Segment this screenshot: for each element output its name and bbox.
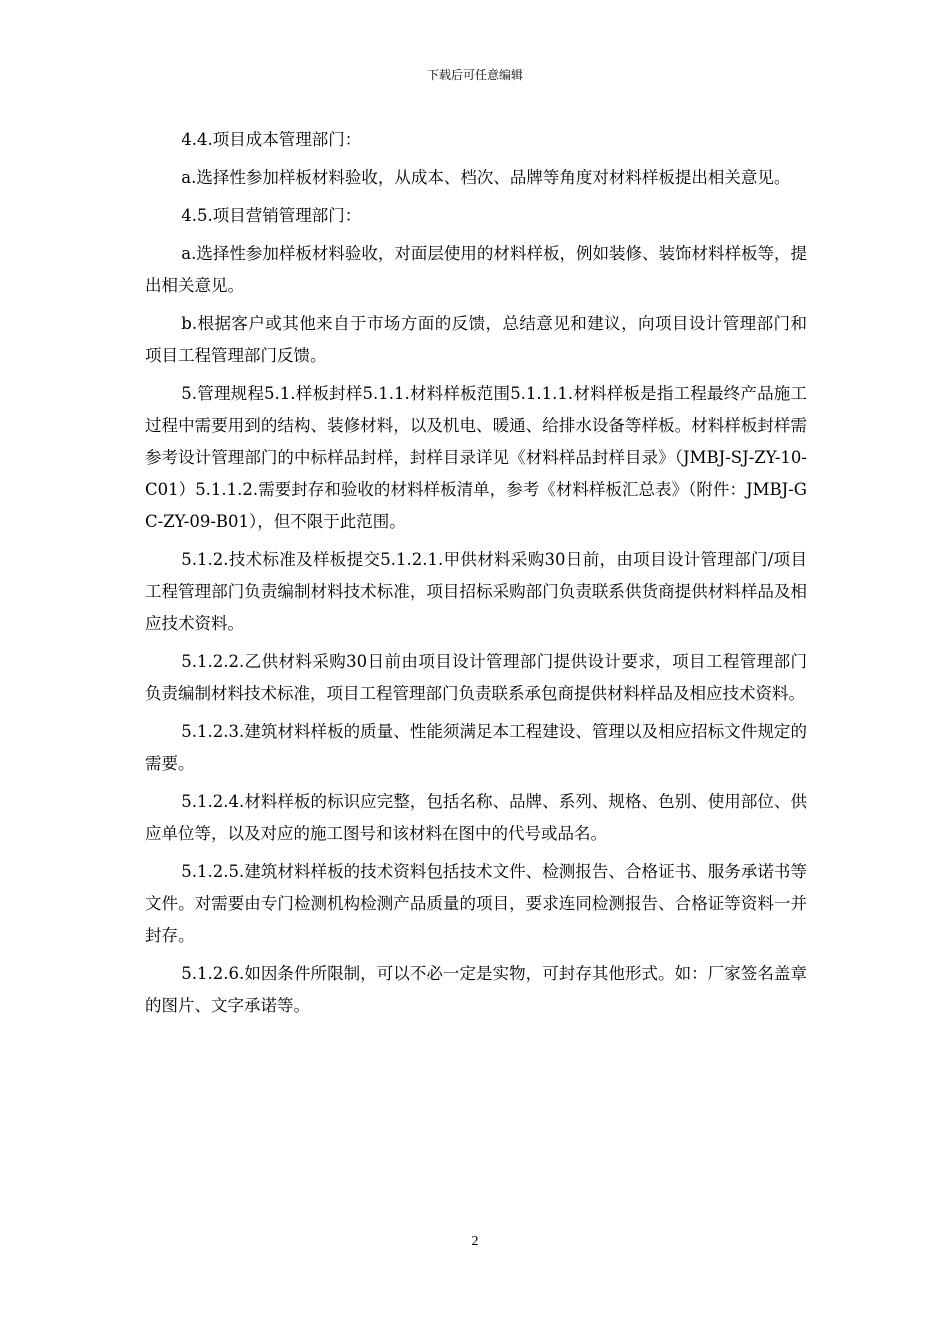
paragraph-4-4-a: a.选择性参加样板材料验收，从成本、档次、品牌等角度对材料样板提出相关意见。 [181,168,791,187]
paragraph-4-4-heading: 4.4.项目成本管理部门： [181,130,362,149]
paragraph-4-5-a: a.选择性参加样板材料验收，对面层使用的材料样板，例如装修、装饰材料样板等，提出相关意见。 [145,244,807,295]
paragraph-5-1-1: 5.管理规程5.1.样板封样5.1.1.材料样板范围5.1.1.1.材料样板是指工程最终产品施工过程中需要用到的结构、装修材料，以及机电、暖通、给排水设备等样板。材料样板封样需参考设计管理部门的中标样品封样，封样目录详见《材料样品封样目录》（JMBJ-SJ-ZY-10-C01）5.1.1.2.需要封存和验收的材料样板清单，参考《材料样板汇总表》（附件：JMBJ-GC-ZY-09-B01），但不限于此范围。 [145,384,807,531]
paragraph-4-5-heading: 4.5.项目营销管理部门： [181,206,362,225]
paragraph-5-1-2-6: 5.1.2.6.如因条件所限制，可以不必一定是实物，可封存其他形式。如：厂家签名盖章的图片、文字承诺等。 [145,964,807,1015]
page-header: 下载后可任意编辑 [426,68,523,82]
paragraph-5-1-2-4: 5.1.2.4.材料样板的标识应完整，包括名称、品牌、系列、规格、色别、使用部位、供应单位等，以及对应的施工图号和该材料在图中的代号或品名。 [145,792,807,843]
paragraph-4-5-b: b.根据客户或其他来自于市场方面的反馈，总结意见和建议，向项目设计管理部门和项目工程管理部门反馈。 [145,314,807,365]
paragraph-5-1-2-2: 5.1.2.2.乙供材料采购30日前由项目设计管理部门提供设计要求，项目工程管理部门负责编制材料技术标准，项目工程管理部门负责联系承包商提供材料样品及相应技术资料。 [145,652,807,703]
page-number: 2 [471,1234,479,1249]
paragraph-5-1-2-1: 5.1.2.技术标准及样板提交5.1.2.1.甲供材料采购30日前，由项目设计管理部门/项目工程管理部门负责编制材料技术标准，项目招标采购部门负责联系供货商提供材料样品及相应技术资料。 [145,550,807,633]
paragraph-5-1-2-3: 5.1.2.3.建筑材料样板的质量、性能须满足本工程建设、管理以及相应招标文件规定的需要。 [145,722,807,773]
document-body [145,124,807,1028]
paragraph-5-1-2-5: 5.1.2.5.建筑材料样板的技术资料包括技术文件、检测报告、合格证书、服务承诺书等文件。对需要由专门检测机构检测产品质量的项目，要求连同检测报告、合格证等资料一并封存。 [145,862,807,945]
